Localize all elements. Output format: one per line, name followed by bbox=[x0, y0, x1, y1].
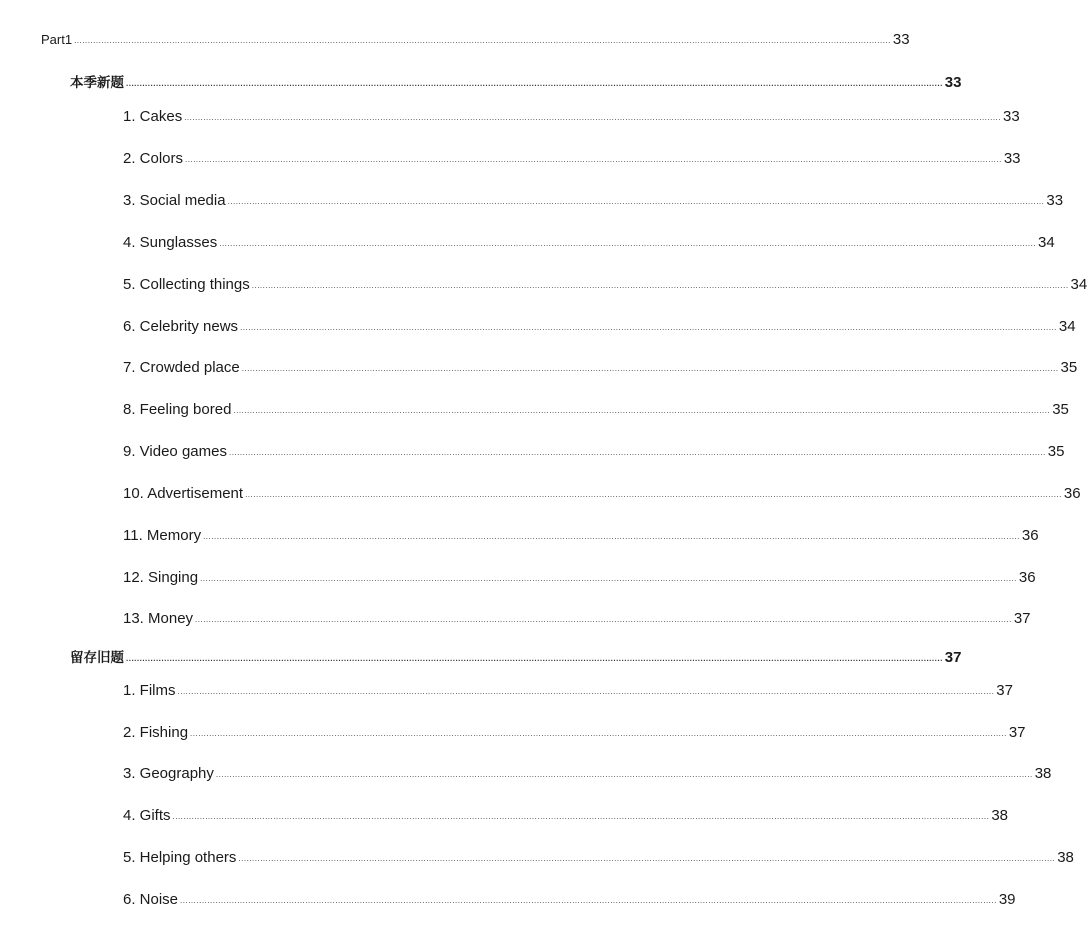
toc-page-number: 35 bbox=[1047, 443, 1065, 460]
toc-entry[interactable] bbox=[123, 443, 1065, 460]
toc-label: 6. Noise bbox=[123, 891, 179, 908]
toc-label: Part1 bbox=[41, 32, 73, 47]
toc-page-number: 36 bbox=[1021, 527, 1039, 544]
toc-label: 2. Colors bbox=[123, 150, 184, 167]
toc-label: 11. Memory bbox=[123, 527, 202, 544]
dot-leader: ............................................................................................................................................................................................................................................................................................................ bbox=[185, 155, 1002, 164]
dot-leader: ............................................................................................................................................................................................................................................................................................................ bbox=[215, 770, 1033, 779]
toc-entry[interactable] bbox=[123, 276, 1087, 293]
toc-label: 4. Sunglasses bbox=[123, 234, 218, 251]
dot-leader: ............................................................................................................................................................................................................................................................................................................ bbox=[203, 532, 1020, 541]
dot-leader: ............................................................................................................................................................................................................................................................................................................ bbox=[245, 490, 1062, 499]
toc-label: 7. Crowded place bbox=[123, 359, 240, 376]
toc-section-old-topics[interactable] bbox=[70, 646, 962, 666]
dot-leader: ............................................................................................................................................................................................................................................................................................................ bbox=[74, 36, 891, 45]
toc-entry[interactable] bbox=[123, 891, 1016, 908]
toc-entry[interactable] bbox=[123, 765, 1052, 782]
toc-page-number: 33 bbox=[892, 31, 910, 48]
toc-page-number: 35 bbox=[1060, 359, 1078, 376]
toc-label: 留存旧题 bbox=[70, 650, 124, 665]
toc-label: 5. Collecting things bbox=[123, 276, 250, 293]
toc-label: 10. Advertisement bbox=[123, 485, 244, 502]
toc-entry[interactable] bbox=[123, 318, 1076, 335]
toc-page-number: 33 bbox=[1003, 150, 1021, 167]
toc-label: 5. Helping others bbox=[123, 849, 237, 866]
toc-entry[interactable] bbox=[123, 485, 1081, 502]
dot-leader: ............................................................................................................................................................................................................................................................................................................ bbox=[219, 239, 1037, 248]
toc-page-number: 34 bbox=[1058, 318, 1076, 335]
toc-label: 8. Feeling bored bbox=[123, 401, 232, 418]
toc-page-number: 34 bbox=[1070, 276, 1087, 293]
dot-leader: ............................................................................................................................................................................................................................................................................................................ bbox=[126, 79, 943, 88]
dot-leader: ............................................................................................................................................................................................................................................................................................................ bbox=[190, 729, 1007, 738]
dot-leader: ............................................................................................................................................................................................................................................................................................................ bbox=[238, 854, 1056, 863]
toc-entry-part1[interactable] bbox=[41, 31, 910, 48]
toc-entry[interactable] bbox=[123, 192, 1064, 209]
toc-page-number: 38 bbox=[1034, 765, 1052, 782]
toc-page-number: 37 bbox=[944, 649, 962, 666]
toc-entry[interactable] bbox=[123, 569, 1036, 586]
dot-leader: ............................................................................................................................................................................................................................................................................................................ bbox=[228, 448, 1046, 457]
toc-entry[interactable] bbox=[123, 610, 1031, 627]
toc-page-number: 36 bbox=[1018, 569, 1036, 586]
toc-entry[interactable] bbox=[123, 849, 1074, 866]
dot-leader: ............................................................................................................................................................................................................................................................................................................ bbox=[227, 197, 1045, 206]
toc-page-number: 37 bbox=[1013, 610, 1031, 627]
toc-entry[interactable] bbox=[123, 234, 1055, 251]
dot-leader: ............................................................................................................................................................................................................................................................................................................ bbox=[172, 812, 990, 821]
toc-entry[interactable] bbox=[123, 682, 1013, 699]
toc-page-number: 34 bbox=[1038, 234, 1055, 251]
toc-entry[interactable] bbox=[123, 807, 1008, 824]
toc-section-new-topics[interactable] bbox=[70, 71, 962, 91]
toc-page-number: 36 bbox=[1063, 485, 1081, 502]
dot-leader: ............................................................................................................................................................................................................................................................................................................ bbox=[177, 687, 995, 696]
toc-label: 4. Gifts bbox=[123, 807, 171, 824]
toc-label: 2. Fishing bbox=[123, 724, 189, 741]
toc-label: 1. Films bbox=[123, 682, 176, 699]
dot-leader: ............................................................................................................................................................................................................................................................................................................ bbox=[251, 281, 1069, 290]
toc-page-number: 37 bbox=[1008, 724, 1026, 741]
toc-page-number: 35 bbox=[1052, 401, 1069, 418]
toc-entry[interactable] bbox=[123, 108, 1020, 125]
dot-leader: ............................................................................................................................................................................................................................................................................................................ bbox=[241, 364, 1059, 373]
dot-leader: ............................................................................................................................................................................................................................................................................................................ bbox=[195, 615, 1012, 624]
dot-leader: ............................................................................................................................................................................................................................................................................................................ bbox=[180, 896, 997, 905]
dot-leader: ............................................................................................................................................................................................................................................................................................................ bbox=[184, 113, 1001, 122]
toc-page-number: 33 bbox=[944, 74, 962, 91]
toc-entry[interactable] bbox=[123, 150, 1021, 167]
toc-entry[interactable] bbox=[123, 724, 1026, 741]
toc-label: 3. Social media bbox=[123, 192, 226, 209]
toc-label: 3. Geography bbox=[123, 765, 214, 782]
toc-page-number: 39 bbox=[998, 891, 1016, 908]
toc-page-number: 33 bbox=[1003, 108, 1020, 125]
toc-label: 1. Cakes bbox=[123, 108, 183, 125]
toc-page-number: 37 bbox=[996, 682, 1013, 699]
toc-page-number: 38 bbox=[1057, 849, 1074, 866]
toc-label: 9. Video games bbox=[123, 443, 227, 460]
toc-entry[interactable] bbox=[123, 359, 1078, 376]
toc-page-number: 38 bbox=[991, 807, 1008, 824]
toc-label: 13. Money bbox=[123, 610, 194, 627]
toc-page-number: 33 bbox=[1046, 192, 1064, 209]
dot-leader: ............................................................................................................................................................................................................................................................................................................ bbox=[240, 323, 1057, 332]
dot-leader: ............................................................................................................................................................................................................................................................................................................ bbox=[233, 406, 1051, 415]
toc-label: 本季新题 bbox=[70, 75, 124, 90]
dot-leader: ............................................................................................................................................................................................................................................................................................................ bbox=[200, 574, 1017, 583]
toc-entry[interactable] bbox=[123, 401, 1069, 418]
toc-entry[interactable] bbox=[123, 527, 1039, 544]
toc-label: 12. Singing bbox=[123, 569, 199, 586]
dot-leader: ............................................................................................................................................................................................................................................................................................................ bbox=[126, 654, 943, 663]
toc-label: 6. Celebrity news bbox=[123, 318, 239, 335]
